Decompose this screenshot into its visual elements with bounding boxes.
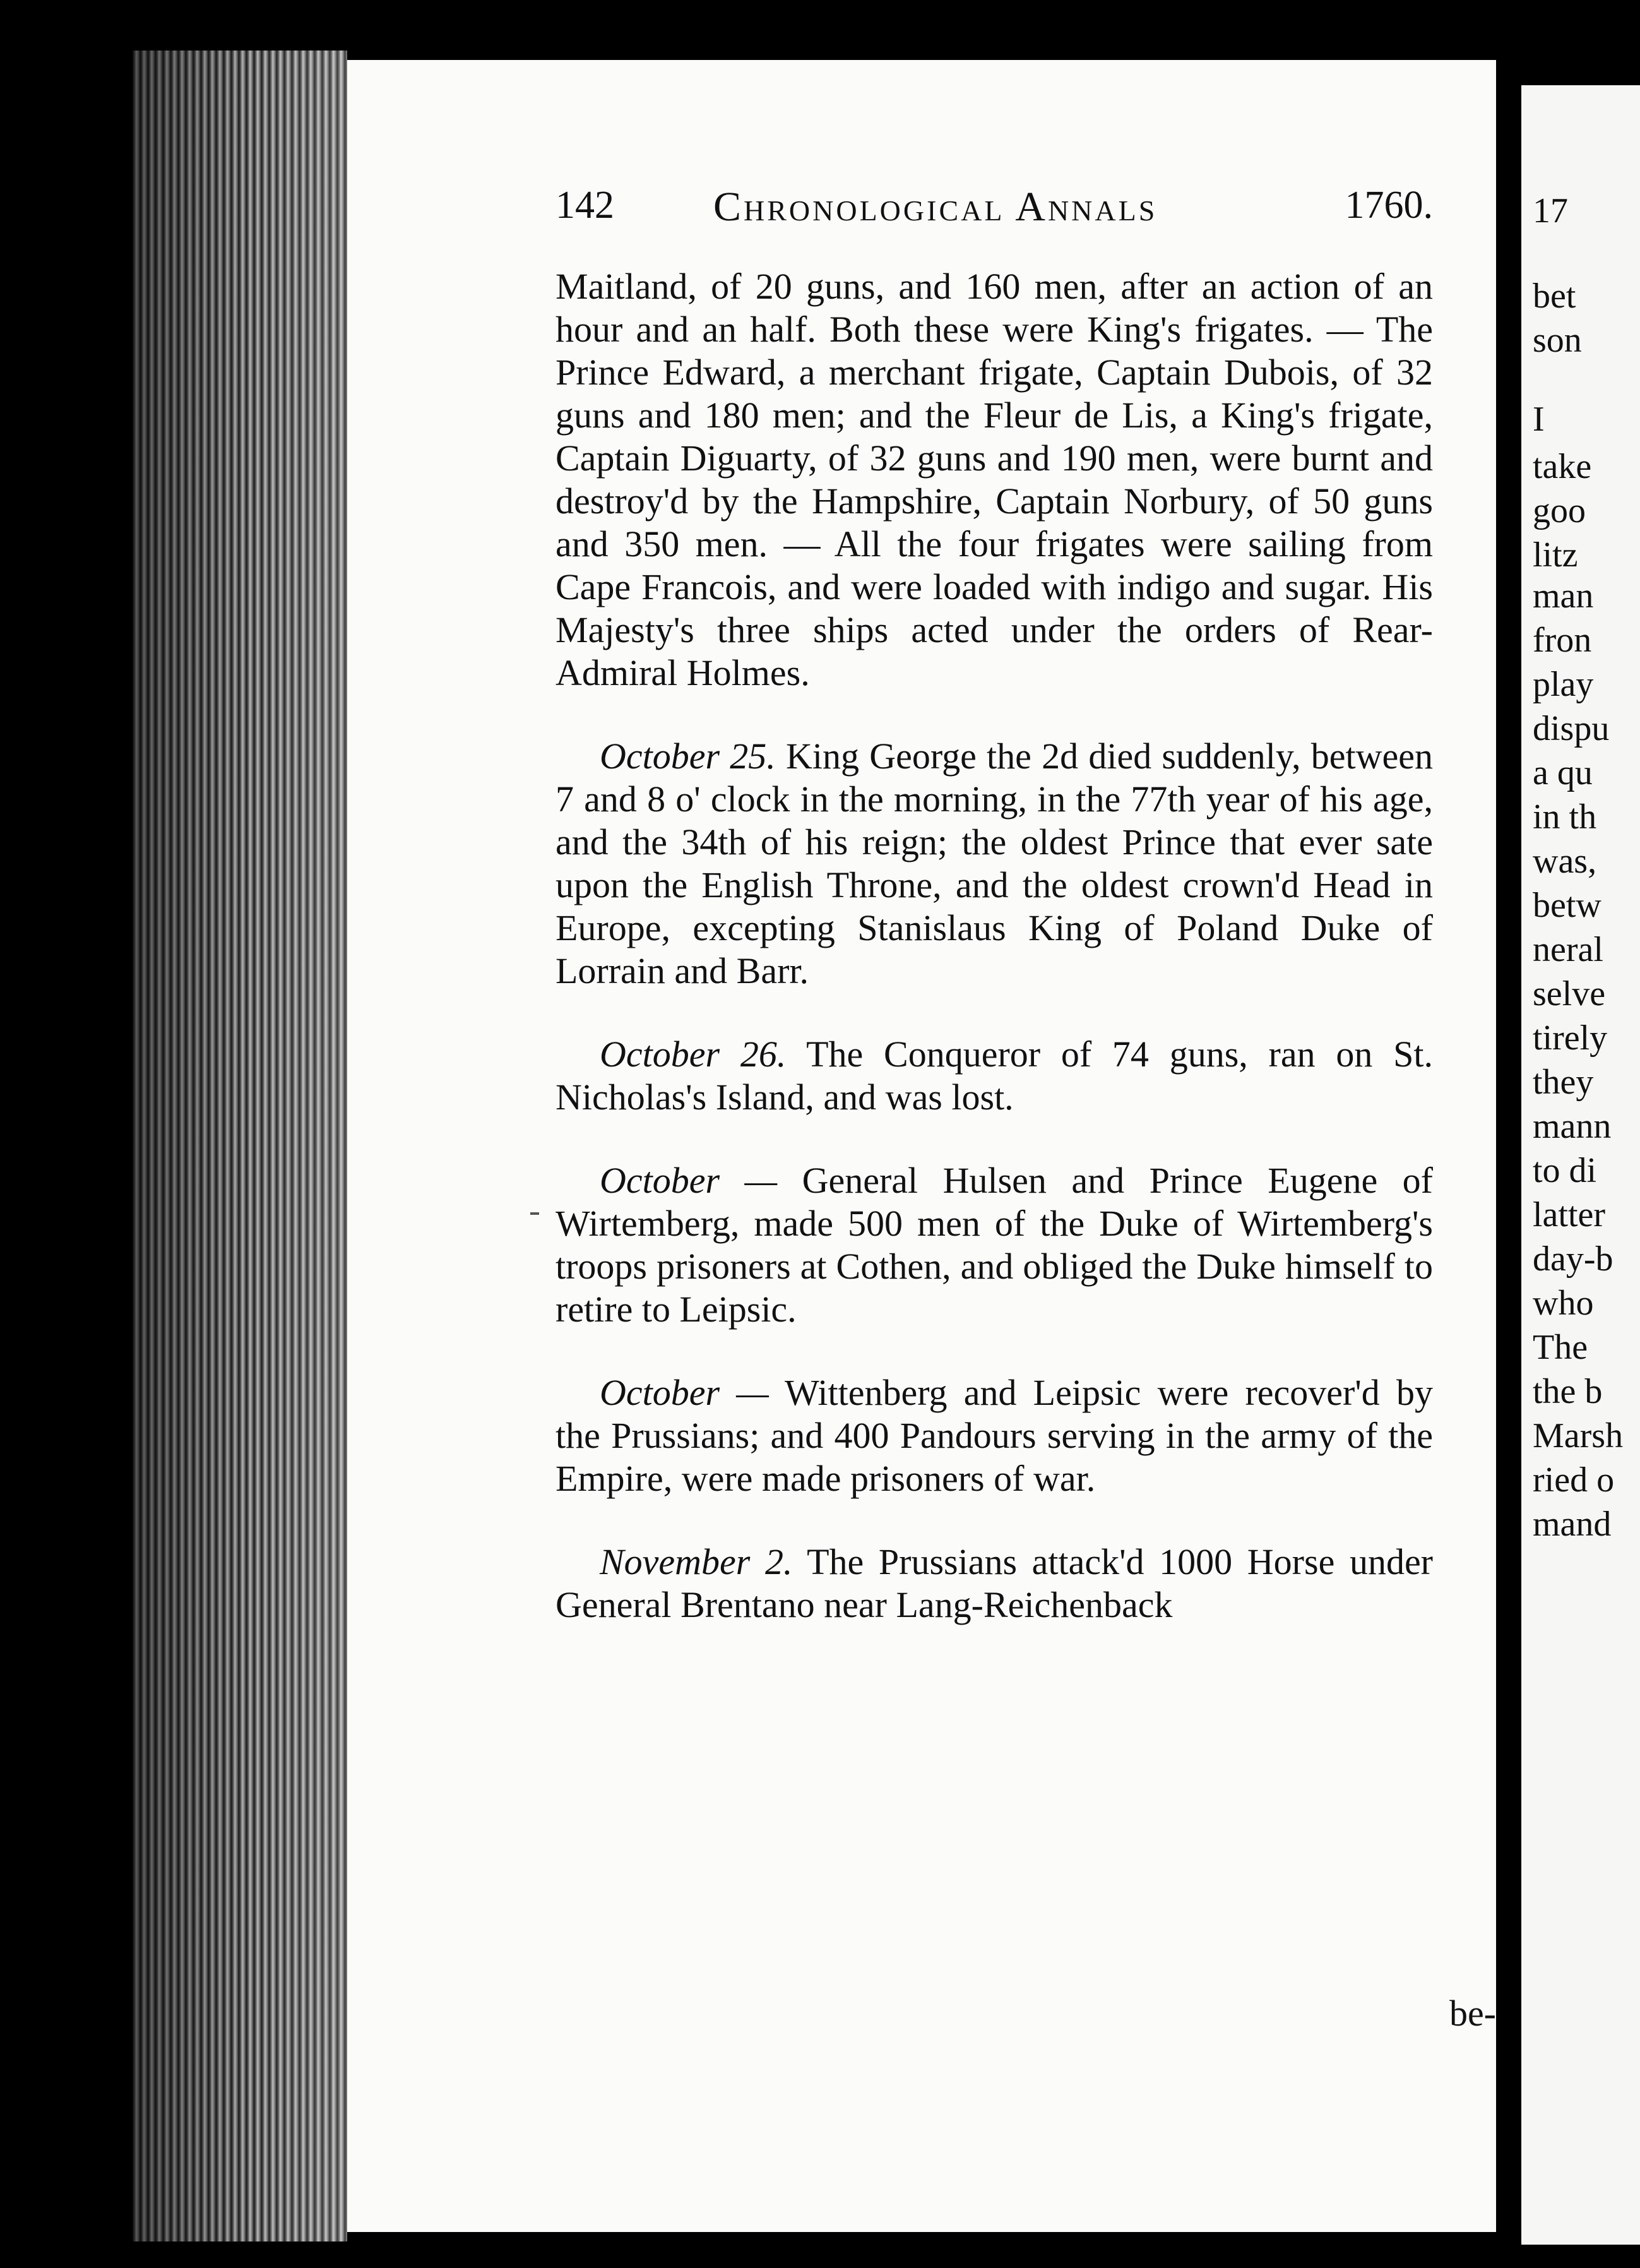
entry-text: Wittenberg and Leipsic were recover'd by the Prussians; and 400 Pandours serving in the army of the Empire, were made prisoners of war. xyxy=(556,1372,1433,1499)
entry-text: The Conqueror of 74 guns, ran on St. Nicholas's Island, and was lost. xyxy=(556,1034,1434,1118)
facing-page-fragment xyxy=(1521,85,1640,2245)
entry-october-wittenberg xyxy=(556,1371,1433,1500)
facing-page-line: 17 xyxy=(1533,191,1568,230)
facing-page-line: mann xyxy=(1533,1107,1612,1146)
entry-text: General Hulsen and Prince Eugene of Wirtemberg, made 500 men of the Duke of Wirtemberg's troops prisoners at Cothen, and obliged the Duke himself to retire to Leipsic. xyxy=(556,1160,1433,1330)
facing-page-line: mand xyxy=(1533,1505,1612,1544)
running-title: Chronological Annals xyxy=(713,184,1158,230)
entry-text: The Prussians attack'd 1000 Horse under General Brentano near Lang-Reichenback xyxy=(556,1541,1433,1625)
facing-page-line: who xyxy=(1533,1284,1594,1323)
facing-page-line: fron xyxy=(1533,621,1592,660)
facing-page-line: tirely xyxy=(1533,1018,1608,1058)
facing-page-line: was, xyxy=(1533,842,1597,881)
page-number: 142 xyxy=(556,184,614,227)
entry-date: October 25. xyxy=(600,736,776,777)
paragraph-text: Maitland, of 20 guns, and 160 men, after an action of an hour and an half. Both these were King's frigates. — The Prince Edward, a merchant frigate, Captain Dubois, of 32 guns and 180 men; and the Fleur de Lis, a King's frigate, Captain Diguarty, of 32 guns and 190 men, were burnt and destroy'd by the Hampshire, Captain Norbury, of 50 guns and 350 men. — All the four frigates were sailing from Cape Francois, and were loaded with indigo and sugar. His Majesty's three ships acted under the orders of Rear-Admiral Holmes. xyxy=(556,266,1433,693)
facing-page-line: a qu xyxy=(1533,753,1593,792)
catchword: be- xyxy=(1449,1993,1496,2034)
facing-page-line: take xyxy=(1533,447,1592,486)
facing-page-line: betw xyxy=(1533,886,1601,925)
facing-page-line: in th xyxy=(1533,797,1597,837)
entry-date: October 26. xyxy=(600,1034,787,1075)
paragraph-1 xyxy=(556,265,1433,695)
entry-date: November 2. xyxy=(600,1541,793,1582)
page-edge-shading xyxy=(133,51,347,2241)
facing-page-line: son xyxy=(1533,321,1582,360)
header-year: 1760. xyxy=(1345,184,1433,227)
facing-page-line: the b xyxy=(1533,1372,1603,1411)
entry-october-26 xyxy=(556,1033,1433,1119)
facing-page-line: selve xyxy=(1533,974,1606,1013)
running-header xyxy=(556,183,1433,240)
facing-page-line: goo xyxy=(1533,491,1586,530)
entry-date: October — xyxy=(600,1372,769,1413)
facing-page-line: play xyxy=(1533,665,1594,704)
page-body xyxy=(556,265,1433,1667)
facing-page-line: Marsh xyxy=(1533,1416,1624,1455)
entry-october-25 xyxy=(556,735,1433,993)
facing-page-line: neral xyxy=(1533,930,1603,969)
facing-page-line: to di xyxy=(1533,1151,1597,1190)
facing-page-line: The xyxy=(1533,1328,1588,1367)
entry-october-hulsen xyxy=(556,1159,1433,1331)
facing-page-line: ried o xyxy=(1533,1460,1615,1500)
margin-mark xyxy=(530,1212,539,1215)
facing-page-line: bet xyxy=(1533,277,1576,316)
facing-page-line: litz xyxy=(1533,535,1578,575)
entry-november-2 xyxy=(556,1541,1433,1626)
entry-text: King George the 2d died suddenly, between 7 and 8 o' clock in the morning, in the 77th year of his age, and the 34th of his reign; the oldest Prince that ever sate upon the English Throne, and the oldest crown'd Head in Europe, excepting Stanislaus King of Poland Duke of Lorrain and Barr. xyxy=(556,736,1434,991)
facing-page-line: I xyxy=(1533,400,1545,439)
entry-date: October — xyxy=(600,1160,778,1201)
facing-page-line: latter xyxy=(1533,1195,1606,1234)
facing-page-line: they xyxy=(1533,1063,1594,1102)
facing-page-line: man xyxy=(1533,576,1594,616)
facing-page-line: day-b xyxy=(1533,1239,1613,1279)
facing-page-line: dispu xyxy=(1533,709,1610,748)
